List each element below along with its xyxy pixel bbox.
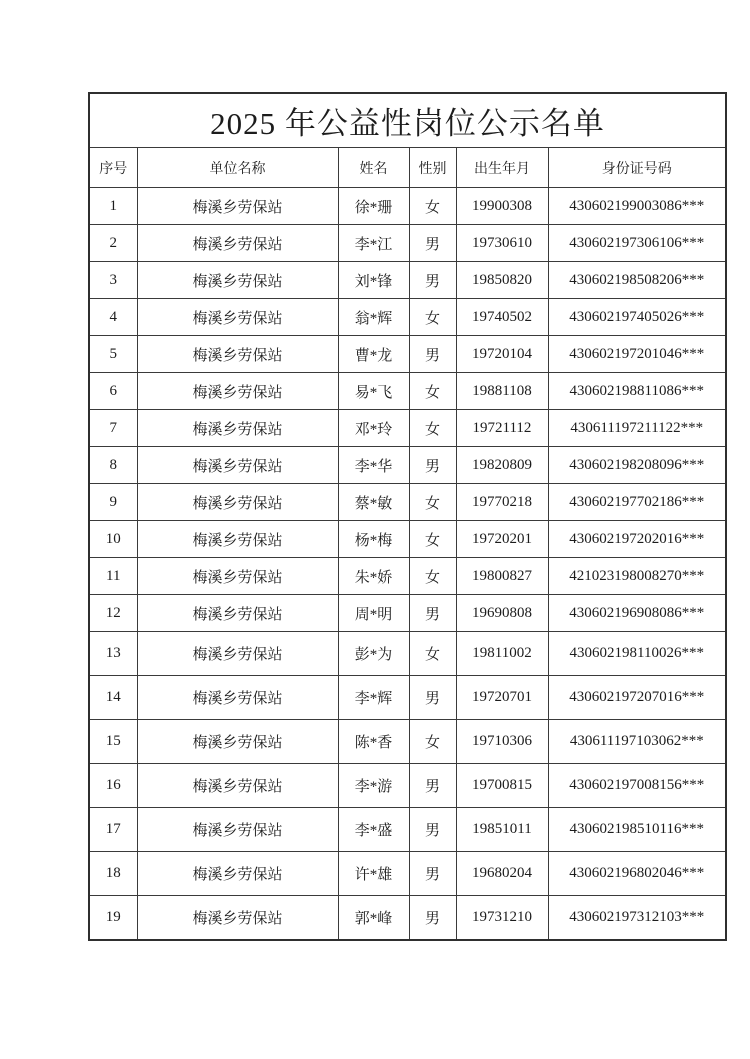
cell-gender: 男 — [409, 808, 456, 852]
cell-seq: 9 — [89, 484, 137, 521]
cell-id: 430611197103062*** — [548, 720, 726, 764]
cell-seq: 8 — [89, 447, 137, 484]
cell-id: 430602199003086*** — [548, 188, 726, 225]
cell-id: 430602198208096*** — [548, 447, 726, 484]
cell-unit: 梅溪乡劳保站 — [137, 896, 338, 941]
cell-name: 刘*锋 — [338, 262, 409, 299]
cell-unit: 梅溪乡劳保站 — [137, 373, 338, 410]
cell-birth: 19881108 — [456, 373, 548, 410]
cell-unit: 梅溪乡劳保站 — [137, 336, 338, 373]
table-row — [89, 521, 726, 558]
cell-name: 周*明 — [338, 595, 409, 632]
cell-seq: 13 — [89, 632, 137, 676]
table-row — [89, 632, 726, 676]
cell-birth: 19851011 — [456, 808, 548, 852]
cell-seq: 3 — [89, 262, 137, 299]
cell-gender: 女 — [409, 484, 456, 521]
table-header-row — [89, 148, 726, 188]
cell-birth: 19900308 — [456, 188, 548, 225]
table-body — [89, 188, 726, 941]
cell-id: 430602197702186*** — [548, 484, 726, 521]
cell-unit: 梅溪乡劳保站 — [137, 808, 338, 852]
cell-birth: 19740502 — [456, 299, 548, 336]
table-row — [89, 595, 726, 632]
cell-birth: 19850820 — [456, 262, 548, 299]
column-header-seq: 序号 — [89, 148, 137, 188]
cell-name: 曹*龙 — [338, 336, 409, 373]
cell-seq: 15 — [89, 720, 137, 764]
cell-unit: 梅溪乡劳保站 — [137, 558, 338, 595]
cell-gender: 男 — [409, 676, 456, 720]
cell-name: 李*盛 — [338, 808, 409, 852]
cell-gender: 男 — [409, 336, 456, 373]
cell-id: 430602196802046*** — [548, 852, 726, 896]
cell-id: 430602198811086*** — [548, 373, 726, 410]
cell-gender: 女 — [409, 521, 456, 558]
cell-birth: 19700815 — [456, 764, 548, 808]
cell-gender: 女 — [409, 558, 456, 595]
cell-name: 朱*娇 — [338, 558, 409, 595]
cell-id: 430602197207016*** — [548, 676, 726, 720]
cell-name: 许*雄 — [338, 852, 409, 896]
cell-gender: 男 — [409, 896, 456, 941]
cell-gender: 男 — [409, 852, 456, 896]
cell-seq: 1 — [89, 188, 137, 225]
cell-seq: 17 — [89, 808, 137, 852]
cell-unit: 梅溪乡劳保站 — [137, 521, 338, 558]
cell-gender: 男 — [409, 225, 456, 262]
document-page — [88, 92, 725, 941]
cell-birth: 19721112 — [456, 410, 548, 447]
cell-seq: 2 — [89, 225, 137, 262]
cell-id: 430602198510116*** — [548, 808, 726, 852]
cell-birth: 19710306 — [456, 720, 548, 764]
table-row — [89, 225, 726, 262]
table-row — [89, 808, 726, 852]
table-row — [89, 558, 726, 595]
cell-birth: 19720201 — [456, 521, 548, 558]
cell-id: 430602197312103*** — [548, 896, 726, 941]
cell-gender: 女 — [409, 299, 456, 336]
table-row — [89, 720, 726, 764]
cell-name: 杨*梅 — [338, 521, 409, 558]
cell-seq: 6 — [89, 373, 137, 410]
cell-name: 徐*珊 — [338, 188, 409, 225]
cell-birth: 19731210 — [456, 896, 548, 941]
cell-name: 李*辉 — [338, 676, 409, 720]
cell-name: 李*华 — [338, 447, 409, 484]
cell-seq: 11 — [89, 558, 137, 595]
cell-seq: 7 — [89, 410, 137, 447]
column-header-id: 身份证号码 — [548, 148, 726, 188]
cell-id: 421023198008270*** — [548, 558, 726, 595]
cell-gender: 男 — [409, 447, 456, 484]
cell-seq: 14 — [89, 676, 137, 720]
cell-gender: 女 — [409, 188, 456, 225]
column-header-gender: 性别 — [409, 148, 456, 188]
column-header-unit: 单位名称 — [137, 148, 338, 188]
cell-birth: 19811002 — [456, 632, 548, 676]
table-row — [89, 764, 726, 808]
table-row — [89, 484, 726, 521]
cell-gender: 女 — [409, 632, 456, 676]
cell-unit: 梅溪乡劳保站 — [137, 410, 338, 447]
cell-unit: 梅溪乡劳保站 — [137, 262, 338, 299]
table-row — [89, 299, 726, 336]
cell-birth: 19770218 — [456, 484, 548, 521]
cell-seq: 16 — [89, 764, 137, 808]
cell-gender: 女 — [409, 410, 456, 447]
table-row — [89, 262, 726, 299]
table-row — [89, 852, 726, 896]
cell-id: 430602198110026*** — [548, 632, 726, 676]
table-row — [89, 410, 726, 447]
table-row — [89, 896, 726, 941]
roster-table — [88, 92, 727, 941]
cell-name: 陈*香 — [338, 720, 409, 764]
cell-unit: 梅溪乡劳保站 — [137, 852, 338, 896]
cell-name: 李*游 — [338, 764, 409, 808]
cell-name: 翁*辉 — [338, 299, 409, 336]
cell-id: 430602197008156*** — [548, 764, 726, 808]
cell-birth: 19720104 — [456, 336, 548, 373]
cell-birth: 19730610 — [456, 225, 548, 262]
table-row — [89, 373, 726, 410]
page-title: 2025 年公益性岗位公示名单 — [89, 93, 726, 148]
cell-birth: 19690808 — [456, 595, 548, 632]
cell-seq: 12 — [89, 595, 137, 632]
cell-name: 邓*玲 — [338, 410, 409, 447]
column-header-birth: 出生年月 — [456, 148, 548, 188]
cell-seq: 18 — [89, 852, 137, 896]
cell-id: 430611197211122*** — [548, 410, 726, 447]
cell-id: 430602197201046*** — [548, 336, 726, 373]
cell-gender: 男 — [409, 595, 456, 632]
cell-id: 430602197405026*** — [548, 299, 726, 336]
cell-unit: 梅溪乡劳保站 — [137, 188, 338, 225]
cell-name: 郭*峰 — [338, 896, 409, 941]
cell-gender: 男 — [409, 262, 456, 299]
cell-gender: 女 — [409, 373, 456, 410]
table-row — [89, 336, 726, 373]
table-row — [89, 188, 726, 225]
cell-birth: 19720701 — [456, 676, 548, 720]
cell-birth: 19820809 — [456, 447, 548, 484]
cell-unit: 梅溪乡劳保站 — [137, 720, 338, 764]
cell-name: 李*江 — [338, 225, 409, 262]
cell-id: 430602197306106*** — [548, 225, 726, 262]
cell-name: 易*飞 — [338, 373, 409, 410]
cell-seq: 19 — [89, 896, 137, 941]
cell-unit: 梅溪乡劳保站 — [137, 676, 338, 720]
cell-unit: 梅溪乡劳保站 — [137, 484, 338, 521]
cell-birth: 19800827 — [456, 558, 548, 595]
cell-unit: 梅溪乡劳保站 — [137, 447, 338, 484]
cell-id: 430602196908086*** — [548, 595, 726, 632]
cell-birth: 19680204 — [456, 852, 548, 896]
title-row — [89, 93, 726, 148]
cell-unit: 梅溪乡劳保站 — [137, 225, 338, 262]
cell-gender: 女 — [409, 720, 456, 764]
cell-id: 430602197202016*** — [548, 521, 726, 558]
cell-seq: 5 — [89, 336, 137, 373]
cell-name: 彭*为 — [338, 632, 409, 676]
table-row — [89, 447, 726, 484]
table-row — [89, 676, 726, 720]
cell-seq: 4 — [89, 299, 137, 336]
cell-unit: 梅溪乡劳保站 — [137, 764, 338, 808]
column-header-name: 姓名 — [338, 148, 409, 188]
cell-seq: 10 — [89, 521, 137, 558]
cell-gender: 男 — [409, 764, 456, 808]
cell-unit: 梅溪乡劳保站 — [137, 595, 338, 632]
cell-unit: 梅溪乡劳保站 — [137, 299, 338, 336]
cell-unit: 梅溪乡劳保站 — [137, 632, 338, 676]
cell-name: 蔡*敏 — [338, 484, 409, 521]
cell-id: 430602198508206*** — [548, 262, 726, 299]
